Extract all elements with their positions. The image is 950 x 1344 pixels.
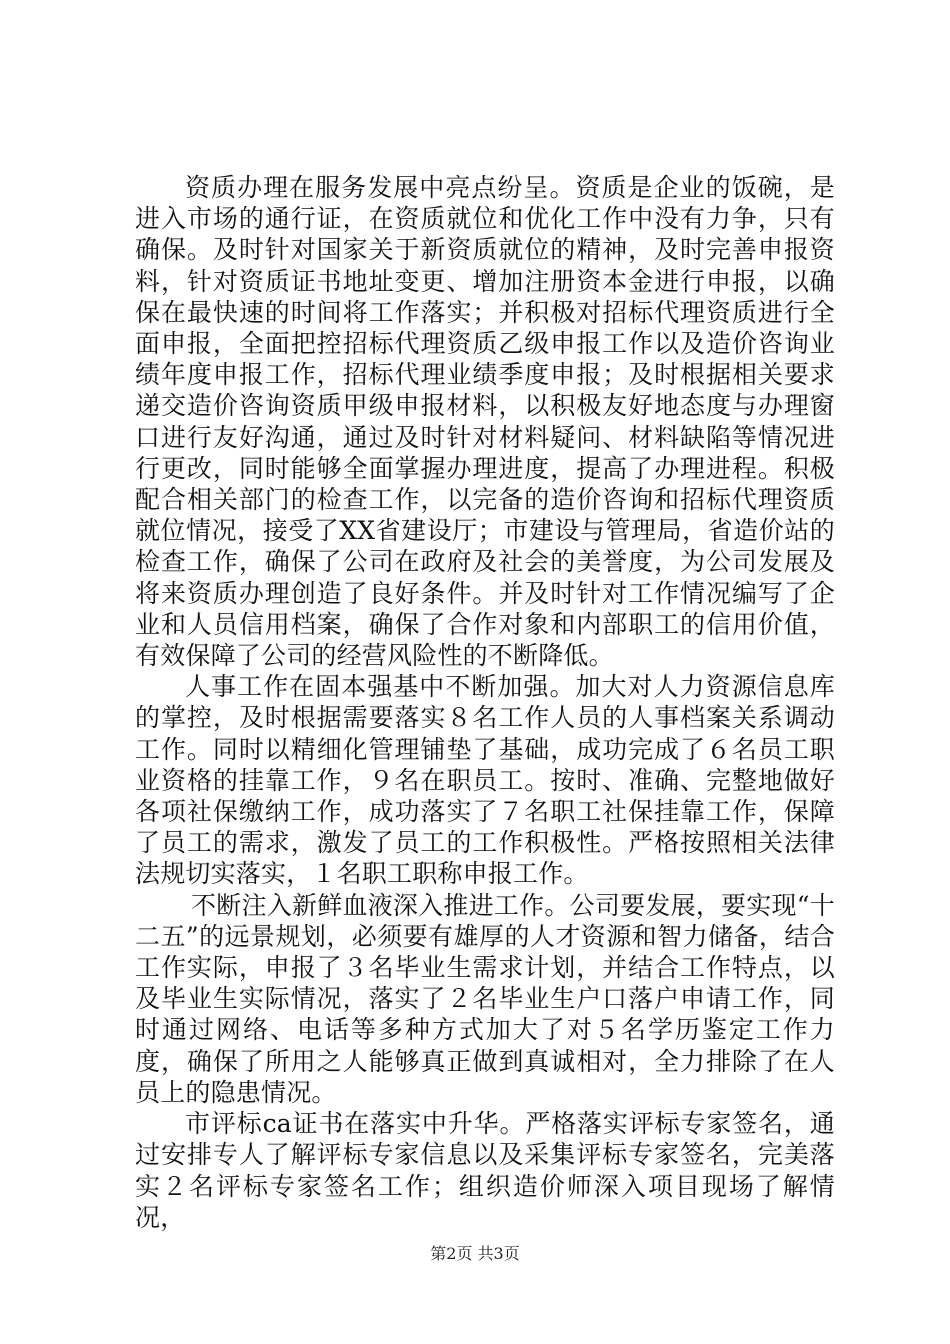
- page-footer: [0, 1244, 950, 1264]
- paragraph-personnel: 人事工作在固本强基中不断加强。加大对人力资源信息库的掌控，及时根据需要落实８名工作人员的人事档案关系调动工作。同时以精细化管理铺垫了基础，成功完成了６名员工职业资格的挂靠工作，９名在职员工。按时、准确、完整地做好各项社保缴纳工作，成功落实了７名职工社保挂靠工作，保障了员工的需求，激发了员工的工作积极性。严格按照相关法律法规切实落实，１名职工职称申报工作。: [135, 672, 835, 889]
- page-number: 第2页 共3页: [430, 1244, 520, 1263]
- paragraph-new-talent: 不断注入新鲜血液深入推进工作。公司要发展，要实现“十二五”的远景规划，必须要有雄厚的人才资源和智力储备，结合工作实际，申报了３名毕业生需求计划，并结合工作特点，以及毕业生实际情况，落实了２名毕业生户口落户申请工作，同时通过网络、电话等多种方式加大了对５名学历鉴定工作力度，确保了所用之人能够真正做到真诚相对，全力排除了在人员上的隐患情况。: [135, 890, 835, 1107]
- document-body: [135, 172, 835, 1233]
- paragraph-ca-certificate: 市评标ca证书在落实中升华。严格落实评标专家签名，通过安排专人了解评标专家信息以及采集评标专家签名，完美落实２名评标专家签名工作；组织造价师深入项目现场了解情况，: [135, 1109, 835, 1232]
- paragraph-qualification: 资质办理在服务发展中亮点纷呈。资质是企业的饭碗，是进入市场的通行证，在资质就位和优化工作中没有力争，只有确保。及时针对国家关于新资质就位的精神，及时完善申报资料，针对资质证书地址变更、增加注册资本金进行申报，以确保在最快速的时间将工作落实；并积极对招标代理资质进行全面申报，全面把控招标代理资质乙级申报工作以及造价咨询业绩年度申报工作，招标代理业绩季度申报；及时根据相关要求递交造价咨询资质甲级申报材料，以积极友好地态度与办理窗口进行友好沟通，通过及时针对材料疑问、材料缺陷等情况进行更改，同时能够全面掌握办理进度，提高了办理进程。积极配合相关部门的检查工作，以完备的造价咨询和招标代理资质就位情况，接受了XX省建设厅；市建设与管理局，省造价站的检查工作，确保了公司在政府及社会的美誉度，为公司发展及将来资质办理创造了良好条件。并及时针对工作情况编写了企业和人员信用档案，确保了合作对象和内部职工的信用价值，有效保障了公司的经营风险性的不断降低。: [135, 173, 835, 671]
